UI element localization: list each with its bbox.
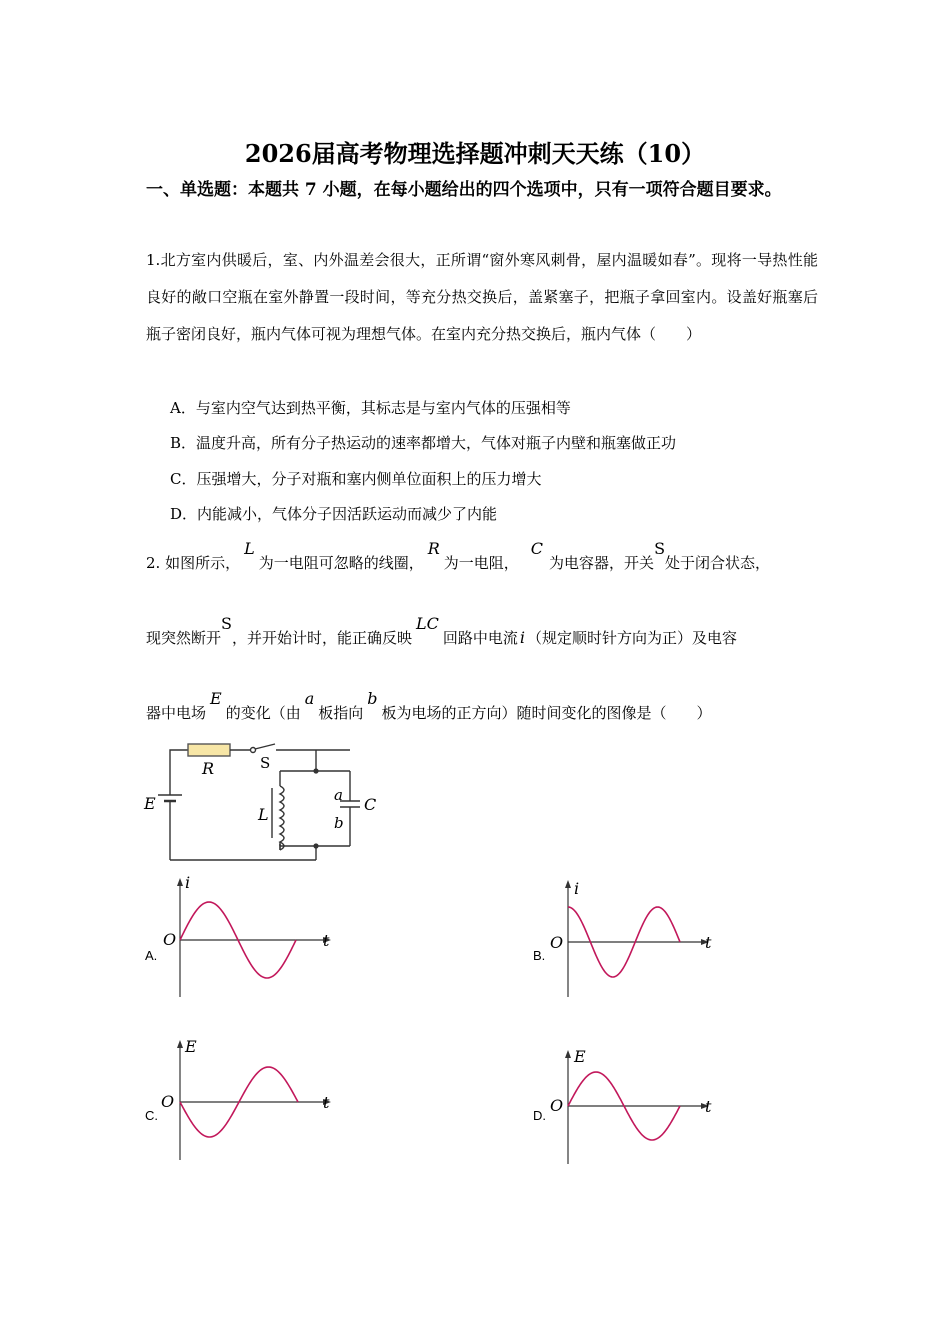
graph-d-ylabel: E xyxy=(574,1047,586,1066)
page-title: 2026届高考物理选择题冲刺天天练（10） xyxy=(244,139,706,168)
symbol-S: S xyxy=(221,614,232,633)
graph-b xyxy=(543,872,733,1002)
circuit-label-S: S xyxy=(260,754,271,772)
q2-text: （规定顺时针方向为正）及电容 xyxy=(527,629,738,647)
symbol-LC: LC xyxy=(416,614,439,633)
q2-line-3 xyxy=(146,689,712,723)
graph-c-ylabel: E xyxy=(185,1037,197,1056)
circuit-label-R: R xyxy=(202,759,215,778)
graph-b-ylabel: i xyxy=(574,879,580,898)
symbol-a: a xyxy=(304,689,315,708)
graph-a-xlabel: t xyxy=(323,931,330,950)
circuit-label-a: a xyxy=(334,786,343,804)
q2-text: 为一电阻可忽略的线圈， xyxy=(258,554,424,572)
q2-text: 器中电场 xyxy=(146,704,207,722)
graph-b-origin: O xyxy=(550,933,564,952)
circuit-label-E: E xyxy=(144,794,156,813)
resistor-shape xyxy=(188,744,230,756)
symbol-b: b xyxy=(367,689,378,708)
symbol-L: L xyxy=(244,539,255,558)
question-1-text: 1.北方室内供暖后，室、内外温差会很大，正所谓“窗外寒风刺骨，屋内温暖如春”。现将一导热性能良好的敞口空瓶在室外静置一段时间，等充分热交换后，盖紧塞子，把瓶子拿回室内。设盖好瓶塞后瓶子密闭良好，瓶内气体可视为理想气体。在室内充分热交换后，瓶内气体（ ） xyxy=(146,251,818,343)
q2-text: 回路中电流 xyxy=(442,629,518,647)
section-heading: 一、单选题：本题共 7 小题，在每小题给出的四个选项中，只有一项符合题目要求。 xyxy=(146,180,782,200)
graph-c xyxy=(155,1034,345,1164)
graph-d-letter: D. xyxy=(533,1108,546,1123)
symbol-R: R xyxy=(427,539,440,558)
symbol-i: i xyxy=(519,628,526,647)
q2-text: 板为电场的正方向）随时间变化的图像是（ ） xyxy=(381,704,712,722)
q2-line-2 xyxy=(146,614,738,648)
circuit-label-b: b xyxy=(334,814,344,832)
graph-a xyxy=(155,872,345,1002)
graph-a-origin: O xyxy=(163,930,177,949)
graph-b-letter: B. xyxy=(533,948,546,963)
q2-text: 为一电阻， xyxy=(443,554,519,572)
symbol-S: S xyxy=(654,539,666,558)
circuit-diagram xyxy=(140,738,390,868)
graph-c-xlabel: t xyxy=(323,1093,330,1112)
circuit-label-L: L xyxy=(258,805,269,824)
q2-text: 板指向 xyxy=(318,704,364,722)
q2-text: 现突然断开 xyxy=(146,629,222,647)
q2-text: ，并开始计时，能正确反映 xyxy=(231,629,412,647)
q1-option-d: D．内能减小，气体分子因活跃运动而减少了内能 xyxy=(170,505,498,523)
graph-a-letter: A. xyxy=(145,948,158,963)
q2-text: 的变化（由 xyxy=(225,704,301,722)
q2-text: 为电容器，开关 xyxy=(549,554,655,572)
circuit-label-C: C xyxy=(364,795,377,814)
q2-line-1 xyxy=(146,539,771,573)
symbol-C: C xyxy=(530,539,544,558)
q1-option-a: A．与室内空气达到热平衡，其标志是与室内气体的压强相等 xyxy=(170,399,571,417)
graph-d-origin: O xyxy=(550,1096,564,1115)
q1-option-c: C．压强增大，分子对瓶和塞内侧单位面积上的压力增大 xyxy=(170,470,542,488)
q1-option-b: B．温度升高，所有分子热运动的速率都增大，气体对瓶子内壁和瓶塞做正功 xyxy=(170,434,677,452)
symbol-E: E xyxy=(210,689,222,708)
q2-text: 2. 如图所示， xyxy=(146,554,241,572)
q2-text: 处于闭合状态， xyxy=(665,554,771,572)
graph-d xyxy=(543,1044,733,1168)
graph-a-ylabel: i xyxy=(185,873,191,892)
graph-b-xlabel: t xyxy=(705,933,712,952)
graph-d-xlabel: t xyxy=(705,1097,712,1116)
graph-c-origin: O xyxy=(161,1092,175,1111)
graph-c-letter: C. xyxy=(145,1108,158,1123)
